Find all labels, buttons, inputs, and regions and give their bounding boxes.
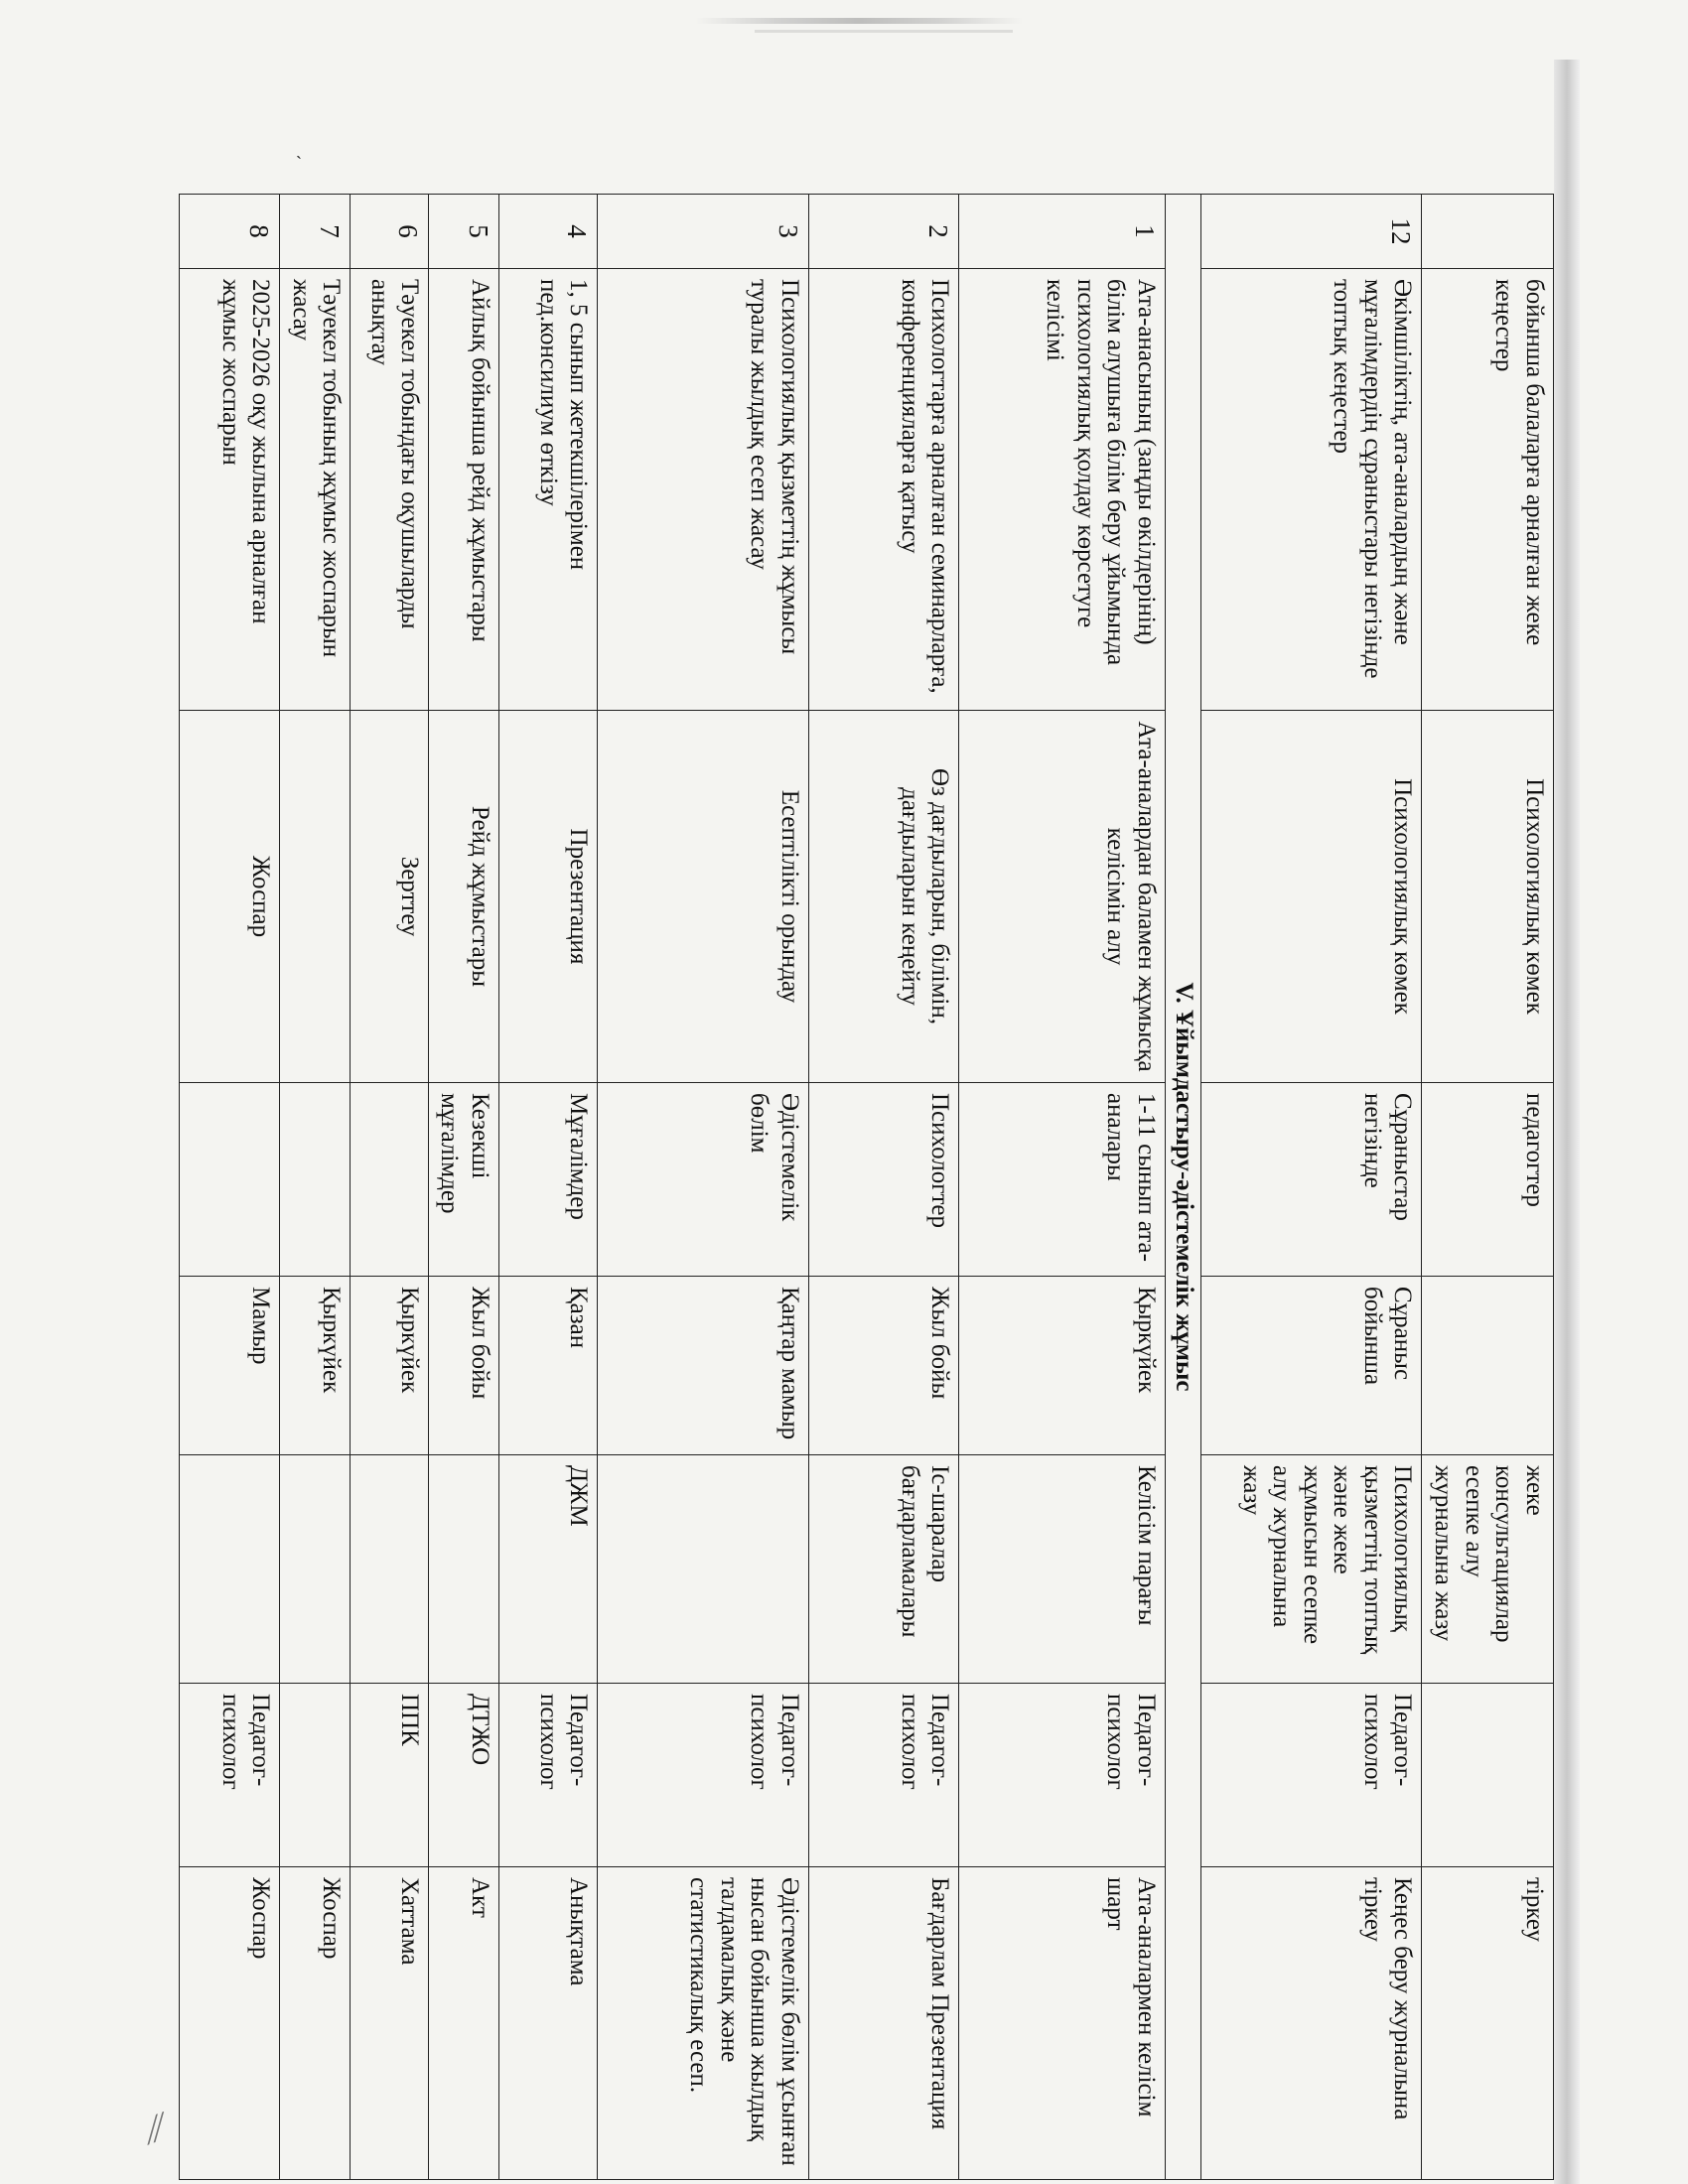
row-number <box>1422 195 1554 269</box>
document-cell: Кеңес беру журналына тіркеу <box>1200 1867 1422 2180</box>
row-number: 4 <box>498 195 597 269</box>
result-cell: Психологиялық қызметтің топтық және жеке жұмысын есепке алу журналына жазу <box>1200 1455 1422 1684</box>
task-cell: 1, 5 сынып жетекшілерімен пед.консилиум өткізу <box>498 269 597 711</box>
document-cell: Жоспар <box>180 1867 280 2180</box>
form-cell: Рейд жұмыстары <box>429 711 499 1083</box>
section-header-row <box>1165 195 1200 2180</box>
row-number: 8 <box>180 195 280 269</box>
table-row <box>498 195 597 2180</box>
table-row <box>1200 195 1422 2180</box>
result-cell: жеке консультациялар есепке алу журналына жазу <box>1422 1455 1554 1684</box>
participants-cell <box>180 1083 280 1277</box>
participants-cell <box>280 1083 351 1277</box>
row-number: 1 <box>959 195 1165 269</box>
result-cell <box>598 1455 809 1684</box>
time-cell: Қазан <box>498 1277 597 1455</box>
table-body <box>180 195 1554 2180</box>
table-row <box>808 195 959 2180</box>
result-cell: ДЖМ <box>498 1455 597 1684</box>
table-row <box>180 195 280 2180</box>
time-cell <box>1422 1277 1554 1455</box>
responsible-cell <box>280 1684 351 1867</box>
form-cell: Психологиялық көмек <box>1422 711 1554 1083</box>
row-number: 12 <box>1200 195 1422 269</box>
result-cell <box>180 1455 280 1684</box>
task-cell: Тәуекел тобындағы оқушыларды анықтау <box>351 269 429 711</box>
row-number: 2 <box>808 195 959 269</box>
participants-cell: педагогтер <box>1422 1083 1554 1277</box>
form-cell <box>280 711 351 1083</box>
table-row <box>1422 195 1554 2180</box>
document-cell: Әдістемелік бөлім ұсынған нысан бойынша жылдық талдамалық және статистикалық есеп. <box>598 1867 809 2180</box>
form-cell: Зерттеу <box>351 711 429 1083</box>
responsible-cell: Педагог-психолог <box>498 1684 597 1867</box>
time-cell: Мамыр <box>180 1277 280 1455</box>
time-cell: Қыркүйек <box>280 1277 351 1455</box>
responsible-cell <box>1422 1684 1554 1867</box>
time-cell: Жыл бойы <box>808 1277 959 1455</box>
document-cell: Акт <box>429 1867 499 2180</box>
document-cell: Анықтама <box>498 1867 597 2180</box>
task-cell: Психологтарға арналған семинарларға, конференцияларға қатысу <box>808 269 959 711</box>
participants-cell: Кезекші мұғалімдер <box>429 1083 499 1277</box>
document-cell: тіркеу <box>1422 1867 1554 2180</box>
task-cell: 2025-2026 оқу жылына арналған жұмыс жоспарын <box>180 269 280 711</box>
form-cell: Жоспар <box>180 711 280 1083</box>
row-number: 5 <box>429 195 499 269</box>
participants-cell: Сұраныстар негізінде <box>1200 1083 1422 1277</box>
table-row <box>598 195 809 2180</box>
form-cell: Ата-аналардан баламен жұмысқа келісімін алу <box>959 711 1165 1083</box>
page-edge-shadow <box>1554 60 1580 2184</box>
handwritten-mark: ⁄⁄ <box>141 2105 170 2151</box>
table-row <box>280 195 351 2180</box>
task-cell: Ата-анасының (заңды өкілдерінің) білім алушыға білім беру ұйымында психологиялық қолдау көрсетуге келісімі <box>959 269 1165 711</box>
responsible-cell: ППК <box>351 1684 429 1867</box>
result-cell: Келісім парағы <box>959 1455 1165 1684</box>
task-cell: Айлық бойынша рейд жұмыстары <box>429 269 499 711</box>
result-cell <box>429 1455 499 1684</box>
time-cell: Жыл бойы <box>429 1277 499 1455</box>
responsible-cell: Педагог-психолог <box>1200 1684 1422 1867</box>
table-row <box>429 195 499 2180</box>
document-cell: Ата-аналармен келісім шарт <box>959 1867 1165 2180</box>
participants-cell: Психологтер <box>808 1083 959 1277</box>
row-number: 7 <box>280 195 351 269</box>
scan-artifact <box>755 30 1013 33</box>
table-row <box>959 195 1165 2180</box>
task-cell: бойынша балаларға арналған жеке кеңестер <box>1422 269 1554 711</box>
document-cell: Хаттама <box>351 1867 429 2180</box>
row-number: 6 <box>351 195 429 269</box>
time-cell: Қаңтар мамыр <box>598 1277 809 1455</box>
speck: ˏ <box>296 139 302 159</box>
task-cell: Психологиялық қызметтің жұмысы туралы жылдық есеп жасау <box>598 269 809 711</box>
form-cell: Өз дағдыларын, білімін, дағдыларын кеңейту <box>808 711 959 1083</box>
time-cell: Қыркүйек <box>351 1277 429 1455</box>
document-cell: Жоспар <box>280 1867 351 2180</box>
responsible-cell: Педагог-психолог <box>180 1684 280 1867</box>
result-cell <box>351 1455 429 1684</box>
result-cell <box>280 1455 351 1684</box>
participants-cell: Әдістемелік бөлім <box>598 1083 809 1277</box>
responsible-cell: Педагог-психолог <box>808 1684 959 1867</box>
section-title: V. Ұйымдастыру-әдістемелік жұмыс <box>1165 195 1200 2180</box>
time-cell: Қыркүйек <box>959 1277 1165 1455</box>
participants-cell: 1-11 сынып ата-аналары <box>959 1083 1165 1277</box>
work-plan-table <box>179 194 1554 2180</box>
task-cell: Әкімшіліктің, ата-аналардың және мұғалімдердің сұраныстары негізінде топтық кеңестер <box>1200 269 1422 711</box>
form-cell: Психологиялық көмек <box>1200 711 1422 1083</box>
scan-artifact <box>695 18 1023 24</box>
participants-cell: Мұғалімдер <box>498 1083 597 1277</box>
form-cell: Презентация <box>498 711 597 1083</box>
rotated-table-page <box>179 194 1554 2179</box>
document-cell: Бағдарлам Презентация <box>808 1867 959 2180</box>
responsible-cell: Педагог-психолог <box>598 1684 809 1867</box>
task-cell: Тәуекел тобының жұмыс жоспарын жасау <box>280 269 351 711</box>
table-row <box>351 195 429 2180</box>
participants-cell <box>351 1083 429 1277</box>
form-cell: Есептілікті орындау <box>598 711 809 1083</box>
result-cell: Іс-шаралар бағдарламалары <box>808 1455 959 1684</box>
responsible-cell: ДТЖО <box>429 1684 499 1867</box>
responsible-cell: Педагог-психолог <box>959 1684 1165 1867</box>
time-cell: Сұраныс бойынша <box>1200 1277 1422 1455</box>
row-number: 3 <box>598 195 809 269</box>
